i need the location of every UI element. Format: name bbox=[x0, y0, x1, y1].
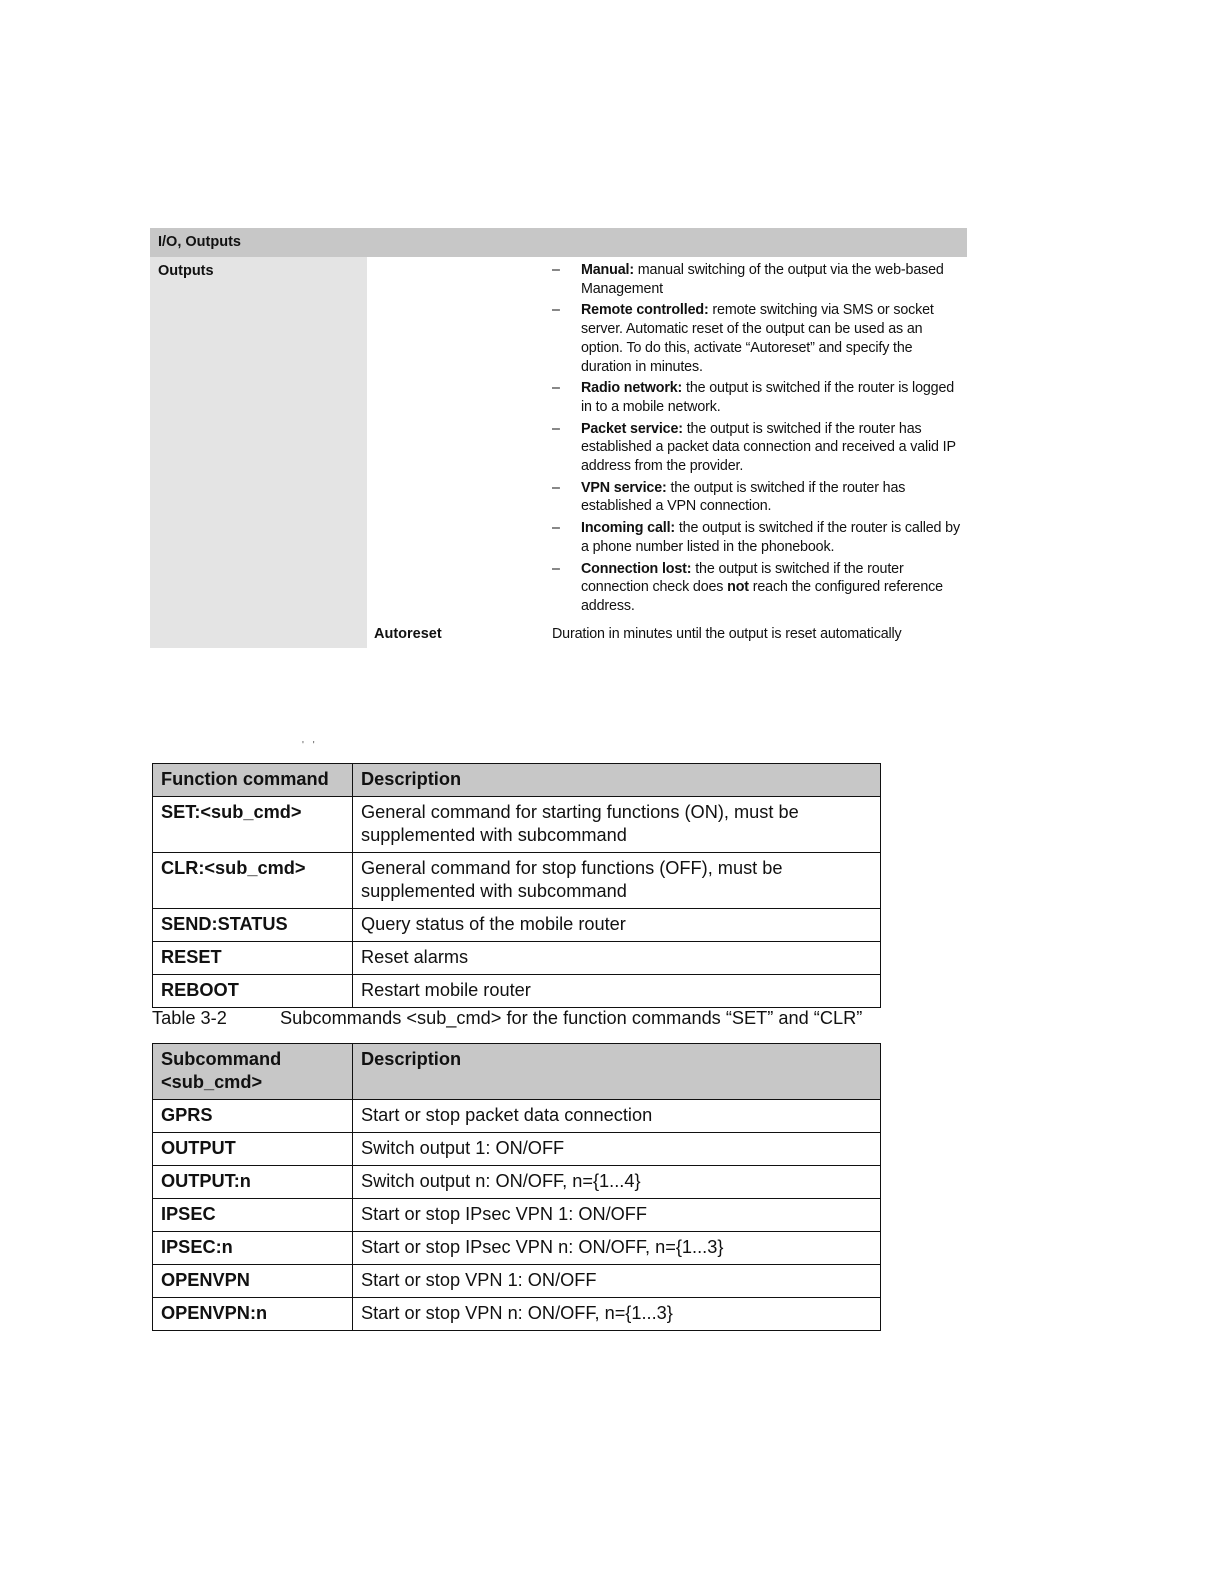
command-cell: REBOOT bbox=[153, 975, 353, 1008]
description-cell: General command for starting functions (ON), must be supplemented with subcommand bbox=[353, 797, 881, 853]
table-row bbox=[153, 1298, 881, 1331]
table-header-row bbox=[153, 1044, 881, 1100]
table-row bbox=[153, 1265, 881, 1298]
column-header: Subcommand <sub_cmd> bbox=[153, 1044, 353, 1100]
io-outputs-section bbox=[150, 228, 967, 648]
list-item: – Manual: manual switching of the output via the web-based Management bbox=[552, 262, 944, 297]
description-cell: Switch output 1: ON/OFF bbox=[353, 1133, 881, 1166]
table-row bbox=[153, 1166, 881, 1199]
caption-number: Table 3-2 bbox=[152, 1008, 227, 1028]
list-item: – Packet service: the output is switched if the router has established a packet data connection and received a valid IP address from the provider. bbox=[552, 420, 956, 475]
column-header: Function command bbox=[153, 764, 353, 797]
command-cell: OPENVPN:n bbox=[153, 1298, 353, 1331]
description-cell: General command for stop functions (OFF), must be supplemented with subcommand bbox=[353, 853, 881, 909]
table-row bbox=[153, 1133, 881, 1166]
table-row bbox=[153, 1232, 881, 1265]
table-row bbox=[153, 1100, 881, 1133]
list-item: – VPN service: the output is switched if the router has established a VPN connection. bbox=[552, 479, 906, 515]
outputs-label: Outputs bbox=[158, 263, 214, 279]
list-item: – Radio network: the output is switched if the router is logged in to a mobile network. bbox=[552, 380, 955, 415]
command-cell: RESET bbox=[153, 942, 353, 975]
list-item: – Connection lost: the output is switched if the router connection check does not reach the configured reference address. bbox=[552, 560, 943, 614]
autoreset-label: Autoreset bbox=[374, 626, 442, 642]
command-cell: GPRS bbox=[153, 1100, 353, 1133]
table-row bbox=[153, 975, 881, 1008]
description-cell: Switch output n: ON/OFF, n={1...4} bbox=[353, 1166, 881, 1199]
description-cell: Start or stop VPN n: ON/OFF, n={1...3} bbox=[353, 1298, 881, 1331]
description-cell: Start or stop VPN 1: ON/OFF bbox=[353, 1265, 881, 1298]
io-left-column bbox=[150, 257, 367, 648]
description-cell: Query status of the mobile router bbox=[353, 909, 881, 942]
command-cell: OUTPUT bbox=[153, 1133, 353, 1166]
list-item: – Incoming call: the output is switched if the router is called by a phone number listed in the phonebook. bbox=[552, 520, 960, 555]
table-row bbox=[153, 853, 881, 909]
output-mode-list bbox=[552, 261, 964, 619]
table-row bbox=[153, 797, 881, 853]
command-cell: CLR:<sub_cmd> bbox=[153, 853, 353, 909]
stray-marks: ' ' bbox=[302, 740, 318, 751]
table-row bbox=[153, 942, 881, 975]
description-cell: Start or stop IPsec VPN 1: ON/OFF bbox=[353, 1199, 881, 1232]
description-cell: Start or stop IPsec VPN n: ON/OFF, n={1...3} bbox=[353, 1232, 881, 1265]
table-row bbox=[153, 909, 881, 942]
section-header: I/O, Outputs bbox=[150, 228, 967, 257]
autoreset-description: Duration in minutes until the output is reset automatically bbox=[552, 626, 902, 642]
function-command-table bbox=[152, 763, 881, 1008]
description-cell: Restart mobile router bbox=[353, 975, 881, 1008]
command-cell: OUTPUT:n bbox=[153, 1166, 353, 1199]
caption-text: Subcommands <sub_cmd> for the function commands “SET” and “CLR” bbox=[280, 1008, 863, 1028]
table-caption bbox=[152, 1008, 862, 1029]
column-header: Description bbox=[353, 1044, 881, 1100]
command-cell: IPSEC bbox=[153, 1199, 353, 1232]
command-cell: SET:<sub_cmd> bbox=[153, 797, 353, 853]
list-item: – Remote controlled: remote switching via SMS or socket server. Automatic reset of the output can be used as an option. To do this, activate “Autoreset” and specify the duration in minutes. bbox=[552, 302, 934, 375]
table-header-row bbox=[153, 764, 881, 797]
column-header: Description bbox=[353, 764, 881, 797]
description-cell: Start or stop packet data connection bbox=[353, 1100, 881, 1133]
table-row bbox=[153, 1199, 881, 1232]
command-cell: SEND:STATUS bbox=[153, 909, 353, 942]
command-cell: OPENVPN bbox=[153, 1265, 353, 1298]
description-cell: Reset alarms bbox=[353, 942, 881, 975]
command-cell: IPSEC:n bbox=[153, 1232, 353, 1265]
subcommand-table bbox=[152, 1043, 881, 1331]
io-outputs-body bbox=[150, 257, 967, 648]
